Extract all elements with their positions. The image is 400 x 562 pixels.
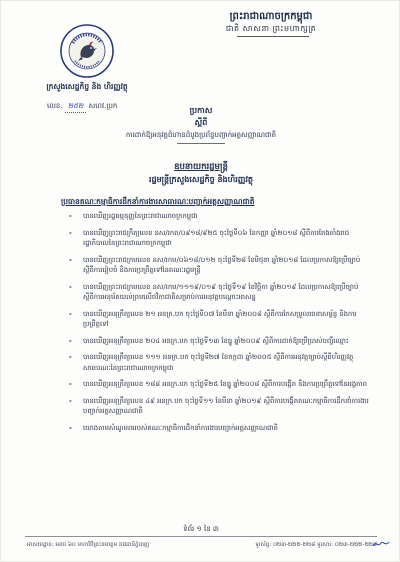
preamble-clause: - បានឃើញអនុក្រឹត្យលេខ ១១១ អនក្រ.បក ចុះថ្ងៃទី២៧ ខែកក្កដា ឆ្នាំ២០០៥ ស្តីពីការអនុវត្តច្បាប់ស្តីពីហិរញ្ញវត្ថុសាធារណៈនៃព្រះរាជាណាចក្រកម្ពុជា	[69, 353, 354, 372]
preamble-clause: - បានឃើញអនុក្រឹត្យលេខ ១៨៨ អនក្រ.បក ចុះថ្ងៃទី២៥ ខែធ្នូ ឆ្នាំ២០០៨ ស្តីពីការបង្កើត និងការប្រព្រឹត្តទៅនៃអង្គភាព	[69, 380, 367, 388]
national-motto: ជាតិ សាសនា ព្រះមហាក្សត្រ	[225, 24, 317, 33]
preamble-clause: - បានឃើញព្រះរាជក្រមលេខ នស/រកម/១១១៩/០១៩ ចុះថ្ងៃទី១៩ ខែវិច្ឆិកា ឆ្នាំ២០១៩ ដែលប្រកាសឱ្យប្រើច្បាប់ស្តីពីការអនុម័តយល់ព្រមលើថវិកាជាតិសម្រាប់ការអនុវត្តបណ្តោះអាសន្ន	[69, 282, 359, 301]
committee-lead: ប្រធានគណៈកម្មាធិការដឹកនាំការងារសាធារណៈបញ្ជាក់អត្តសញ្ញាណជាតិ	[61, 197, 255, 206]
footer-address: អាសយដ្ឋាន: អគារ ៦០ មហាវិថីព្រះនរោត្តម រាជធានីភ្នំពេញ	[27, 542, 150, 548]
document-subject: ការដាក់ឱ្យអនុវត្តជំហានដំបូងប្រព័ន្ធបញ្ជាក់អត្តសញ្ញាណជាតិ	[125, 131, 277, 139]
preamble-clause: - យោងតាមសំណូមពររបស់គណៈកម្មាធិការដឹកនាំការងារបញ្ជាក់អត្តសញ្ញាណជាតិ	[69, 423, 278, 432]
reference-number: ២៥២	[65, 102, 87, 113]
handwritten-initials-icon	[371, 539, 391, 549]
minister-title: រដ្ឋមន្ត្រីក្រសួងសេដ្ឋកិច្ច និងហិរញ្ញវត្ថុ	[148, 175, 254, 184]
preamble-clauses	[69, 211, 369, 439]
authority-heading: ឧបនាយករដ្ឋមន្ត្រី	[174, 162, 228, 172]
preamble-clause: - បានឃើញអនុក្រឹត្យលេខ ២០៤ អនក្រ.បក ចុះថ្ងៃទី១៣ ខែធ្នូ ឆ្នាំ២០០៩ ស្តីពីការដាក់ឱ្យប្រើប្រាស់បញ្ជីឈ្មោះ	[69, 336, 349, 345]
preamble-clause: - បានឃើញអនុក្រឹត្យលេខ ៤៩ អនក្រ.បក ចុះថ្ងៃទី១១ ខែមីនា ឆ្នាំ២០១៩ ស្តីពីការបង្កើតគណៈកម្មាធិការដឹកនាំការងារបញ្ជាក់អត្តសញ្ញាណជាតិ	[69, 396, 369, 415]
preamble-clause: - បានឃើញព្រះរាជក្រឹត្យលេខ នស/រកត/០៩១៨/៩២៥ ចុះថ្ងៃទី០៦ ខែកញ្ញា ឆ្នាំ២០១៨ ស្តីពីការតែងតាំងរាជរដ្ឋាភិបាលនៃព្រះរាជាណាចក្រកម្ពុជា	[69, 228, 350, 247]
title-divider	[177, 143, 225, 144]
motto-divider	[237, 36, 309, 37]
footer-divider	[25, 536, 377, 537]
page-number: ទំព័រ ១ នៃ ៣	[183, 525, 219, 533]
preamble-clause: - បានឃើញអនុក្រឹត្យលេខ ២១ អនក្រ.បក ចុះថ្ងៃទី០៧ ខែមីនា ឆ្នាំ២០០៨ ស្តីពីការកែសម្រួលរចនាសម្ព័ន្ធ និងការប្រព្រឹត្តទៅ	[69, 309, 357, 328]
ministry-name: ក្រសួងសេដ្ឋកិច្ច និង ហិរញ្ញវត្ថុ	[46, 82, 128, 91]
preamble-clause: - បានឃើញព្រះរាជក្រមលេខ នស/រកម/០៦១៨/០១២ ចុះថ្ងៃទី២៨ ខែមិថុនា ឆ្នាំ២០១៨ ដែលប្រកាសឱ្យប្រើច្បាប់ស្តីពីការរៀបចំ និងការប្រព្រឹត្តទៅនៃគណៈរដ្ឋមន្ត្រី	[69, 255, 361, 274]
document-type: ប្រកាស	[189, 106, 213, 115]
kingdom-title: ព្រះរាជាណាចក្រកម្ពុជា	[229, 11, 313, 22]
reference-suffix: សហវ.ប្រក	[88, 102, 118, 110]
preamble-clause: - បានឃើញរដ្ឋធម្មនុញ្ញនៃព្រះរាជាណាចក្រកម្ពុជា	[69, 212, 198, 220]
reference-prefix: លេខ.	[47, 102, 63, 110]
ministry-emblem-icon	[59, 23, 115, 79]
footer-contact: ទូរស័ព្ទ: ០២៣-២២២-២២៨ ទូរសារ: ០២៣-២២២-២២៨	[255, 542, 377, 548]
about-label: ស្តីពី	[194, 118, 208, 127]
